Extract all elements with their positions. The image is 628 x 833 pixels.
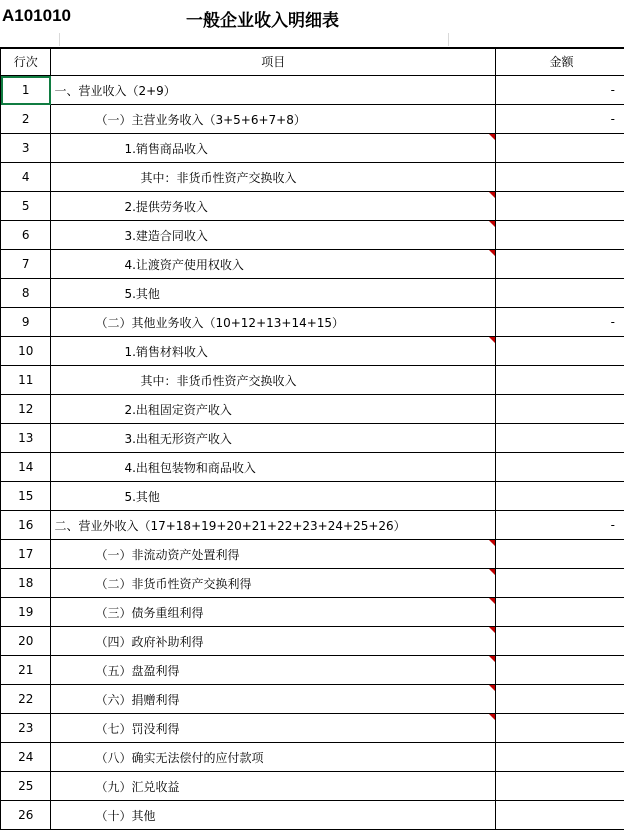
row-number-cell[interactable]: 2 [1,105,51,134]
row-number-cell[interactable]: 22 [1,685,51,714]
amount-cell[interactable] [496,221,628,250]
item-label: （七）罚没利得 [95,721,180,736]
table-row [1,395,628,424]
comment-indicator-icon[interactable] [489,656,495,662]
amount-cell[interactable] [496,250,628,279]
form-title: 一般企业收入明细表 [186,11,339,31]
table-row [1,482,628,511]
item-label: 5.其他 [124,286,160,301]
item-label: （五）盘盈利得 [95,663,180,678]
amount-cell[interactable]: - [496,511,628,540]
row-number-cell[interactable]: 3 [1,134,51,163]
table-row [1,453,628,482]
amount-cell[interactable] [496,569,628,598]
row-number-cell[interactable]: 4 [1,163,51,192]
amount-cell[interactable] [496,482,628,511]
table-row [1,308,628,337]
item-label: 3.出租无形资产收入 [124,431,232,446]
amount-cell[interactable] [496,337,628,366]
row-number-cell[interactable]: 7 [1,250,51,279]
header-row-no[interactable]: 行次 [1,48,51,76]
gridline [59,33,60,46]
item-cell[interactable] [51,743,496,772]
amount-cell[interactable] [496,627,628,656]
item-cell[interactable] [51,250,496,279]
table-row [1,598,628,627]
item-label: 1.销售材料收入 [124,344,208,359]
amount-cell[interactable] [496,598,628,627]
row-number-cell[interactable]: 12 [1,395,51,424]
table-row [1,540,628,569]
amount-cell[interactable]: - [496,76,628,105]
item-label: （二）其他业务收入（10+12+13+14+15） [95,315,345,330]
item-label: （一）非流动资产处置利得 [95,547,240,562]
table-row [1,627,628,656]
item-cell[interactable] [51,714,496,743]
amount-cell[interactable] [496,453,628,482]
row-number-cell[interactable]: 23 [1,714,51,743]
amount-cell[interactable] [496,395,628,424]
row-number-cell[interactable]: 8 [1,279,51,308]
comment-indicator-icon[interactable] [489,598,495,604]
row-number-cell[interactable]: 17 [1,540,51,569]
table-row [1,801,628,830]
item-label: 其中：非货币性资产交换收入 [140,170,297,185]
item-label: （一）主营业务收入（3+5+6+7+8） [95,112,306,127]
row-number-cell[interactable]: 15 [1,482,51,511]
item-cell[interactable] [51,308,496,337]
row-number-cell[interactable]: 16 [1,511,51,540]
title-bar [0,0,628,33]
item-cell[interactable] [51,192,496,221]
comment-indicator-icon[interactable] [489,337,495,343]
row-number-cell[interactable]: 9 [1,308,51,337]
row-number-cell[interactable]: 18 [1,569,51,598]
row-number-cell[interactable]: 11 [1,366,51,395]
comment-indicator-icon[interactable] [489,569,495,575]
amount-cell[interactable] [496,163,628,192]
item-cell[interactable] [51,569,496,598]
amount-cell[interactable] [496,134,628,163]
item-label: （二）非货币性资产交换利得 [95,576,252,591]
comment-indicator-icon[interactable] [489,685,495,691]
item-label: 一、营业收入（2+9） [54,83,176,98]
item-cell[interactable] [51,540,496,569]
table-row [1,772,628,801]
row-number-cell[interactable]: 1 [1,76,51,105]
item-cell[interactable] [51,395,496,424]
table-header-row [1,48,628,76]
item-label: 3.建造合同收入 [124,228,208,243]
item-cell[interactable] [51,656,496,685]
comment-indicator-icon[interactable] [489,221,495,227]
row-number-cell[interactable]: 25 [1,772,51,801]
item-cell[interactable] [51,511,496,540]
header-amount[interactable]: 金额 [496,48,628,76]
item-label: （三）债务重组利得 [95,605,204,620]
item-cell[interactable] [51,366,496,395]
item-label: （六）捐赠利得 [95,692,180,707]
item-cell[interactable] [51,337,496,366]
table-row [1,250,628,279]
table-row [1,221,628,250]
item-cell[interactable] [51,163,496,192]
item-label: 5.其他 [124,489,160,504]
item-cell[interactable] [51,453,496,482]
amount-cell[interactable] [496,424,628,453]
table-row [1,424,628,453]
row-number-cell[interactable]: 26 [1,801,51,830]
table-row [1,569,628,598]
table-row [1,685,628,714]
item-label: 4.让渡资产使用权收入 [124,257,244,272]
item-label: 其中：非货币性资产交换收入 [140,373,297,388]
comment-indicator-icon[interactable] [489,250,495,256]
form-code: A101010 [2,6,72,25]
amount-cell[interactable] [496,743,628,772]
sheet-edge [624,33,628,833]
item-cell[interactable] [51,424,496,453]
item-cell[interactable] [51,221,496,250]
table-row [1,366,628,395]
item-cell[interactable] [51,134,496,163]
row-number-cell[interactable]: 10 [1,337,51,366]
table-row [1,743,628,772]
comment-indicator-icon[interactable] [489,540,495,546]
amount-cell[interactable]: - [496,105,628,134]
item-label: （九）汇兑收益 [95,779,180,794]
table-row [1,337,628,366]
row-number-cell[interactable]: 14 [1,453,51,482]
item-cell[interactable] [51,772,496,801]
amount-cell[interactable] [496,279,628,308]
table-row [1,76,628,105]
item-label: 4.出租包装物和商品收入 [124,460,256,475]
item-cell[interactable] [51,685,496,714]
item-cell[interactable] [51,105,496,134]
item-cell[interactable] [51,482,496,511]
table-row [1,714,628,743]
income-detail-table [0,47,628,830]
item-cell[interactable] [51,801,496,830]
item-cell[interactable] [51,598,496,627]
item-cell[interactable] [51,279,496,308]
item-label: 2.出租固定资产收入 [124,402,232,417]
amount-cell[interactable] [496,685,628,714]
item-label: （八）确实无法偿付的应付款项 [95,750,264,765]
gridline [448,33,449,46]
amount-cell[interactable] [496,366,628,395]
row-number-cell[interactable]: 13 [1,424,51,453]
item-cell[interactable] [51,627,496,656]
amount-cell[interactable] [496,772,628,801]
row-number-cell[interactable]: 6 [1,221,51,250]
item-label: （四）政府补助利得 [95,634,204,649]
comment-indicator-icon[interactable] [489,714,495,720]
table-row [1,192,628,221]
amount-cell[interactable] [496,656,628,685]
amount-cell[interactable] [496,540,628,569]
row-number-cell[interactable]: 24 [1,743,51,772]
table-row [1,163,628,192]
header-item[interactable]: 项目 [51,48,496,76]
row-number-cell[interactable]: 21 [1,656,51,685]
row-number-cell[interactable]: 5 [1,192,51,221]
amount-cell[interactable]: - [496,308,628,337]
comment-indicator-icon[interactable] [489,192,495,198]
amount-cell[interactable] [496,801,628,830]
amount-cell[interactable] [496,192,628,221]
row-number-cell[interactable]: 19 [1,598,51,627]
item-label: 2.提供劳务收入 [124,199,208,214]
table-row [1,134,628,163]
item-label: 二、营业外收入（17+18+19+20+21+22+23+24+25+26） [54,518,406,533]
item-label: （十）其他 [95,808,156,823]
item-label: 1.销售商品收入 [124,141,208,156]
table-row [1,279,628,308]
table-row [1,656,628,685]
item-cell[interactable] [51,76,496,105]
comment-indicator-icon[interactable] [489,134,495,140]
table-row [1,511,628,540]
table-row [1,105,628,134]
amount-cell[interactable] [496,714,628,743]
comment-indicator-icon[interactable] [489,627,495,633]
row-number-cell[interactable]: 20 [1,627,51,656]
